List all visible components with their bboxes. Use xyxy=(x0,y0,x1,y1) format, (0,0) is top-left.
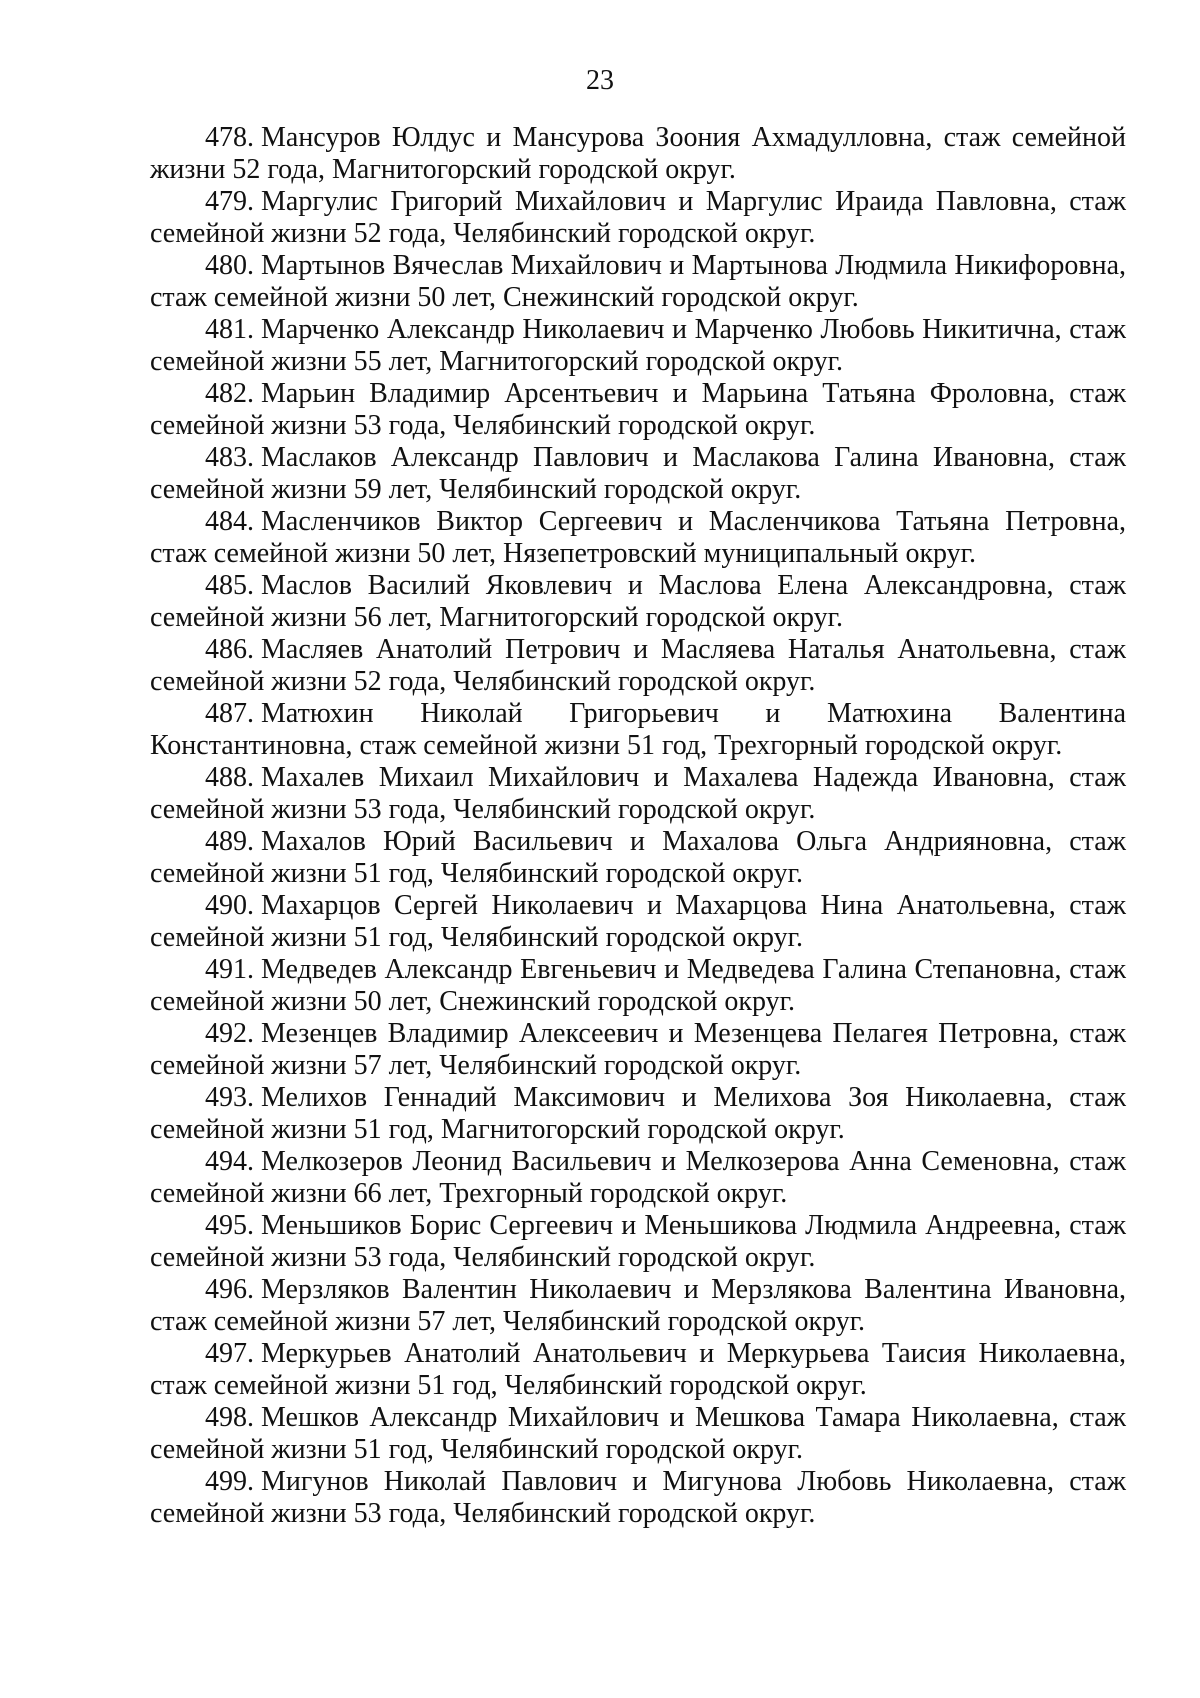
list-item xyxy=(150,506,1126,570)
item-number: 495. xyxy=(205,1210,254,1241)
list-item xyxy=(150,314,1126,378)
item-text: Мигунов Николай Павлович и Мигунова Любовь Николаевна, стаж семейной жизни 53 года, Челябинский городской округ. xyxy=(150,1466,1126,1529)
list-item xyxy=(150,1210,1126,1274)
item-text: Мелихов Геннадий Максимович и Мелихова Зоя Николаевна, стаж семейной жизни 51 год, Магнитогорский городской округ. xyxy=(150,1082,1126,1145)
item-text: Махалов Юрий Васильевич и Махалова Ольга Андрияновна, стаж семейной жизни 51 год, Челябинский городской округ. xyxy=(150,826,1126,889)
item-number: 497. xyxy=(205,1338,254,1369)
item-number: 487. xyxy=(205,698,254,729)
item-text: Мелкозеров Леонид Васильевич и Мелкозерова Анна Семеновна, стаж семейной жизни 66 лет, Трехгорный городской округ. xyxy=(150,1146,1126,1209)
item-number: 488. xyxy=(205,762,254,793)
item-text: Матюхин Николай Григорьевич и Матюхина Валентина Константиновна, стаж семейной жизни 51 год, Трехгорный городской округ. xyxy=(150,698,1126,761)
list-item xyxy=(150,378,1126,442)
item-number: 491. xyxy=(205,954,254,985)
item-text: Марченко Александр Николаевич и Марченко Любовь Никитична, стаж семейной жизни 55 лет, Магнитогорский городской округ. xyxy=(150,314,1126,377)
list-item xyxy=(150,1146,1126,1210)
list-item xyxy=(150,122,1126,186)
item-text: Маслаков Александр Павлович и Маслакова Галина Ивановна, стаж семейной жизни 59 лет, Челябинский городской округ. xyxy=(150,442,1126,505)
item-text: Махарцов Сергей Николаевич и Махарцова Нина Анатольевна, стаж семейной жизни 51 год, Челябинский городской округ. xyxy=(150,890,1126,953)
list-item xyxy=(150,1338,1126,1402)
item-text: Мартынов Вячеслав Михайлович и Мартынова Людмила Никифоровна, стаж семейной жизни 50 лет, Снежинский городской округ. xyxy=(150,250,1126,313)
item-text: Махалев Михаил Михайлович и Махалева Надежда Ивановна, стаж семейной жизни 53 года, Челябинский городской округ. xyxy=(150,762,1126,825)
list-item xyxy=(150,1018,1126,1082)
item-number: 493. xyxy=(205,1082,254,1113)
list-item xyxy=(150,890,1126,954)
item-text: Мансуров Юлдус и Мансурова Зоония Ахмадулловна, стаж семейной жизни 52 года, Магнитогорский городской округ. xyxy=(150,122,1126,185)
item-text: Меньшиков Борис Сергеевич и Меньшикова Людмила Андреевна, стаж семейной жизни 53 года, Челябинский городской округ. xyxy=(150,1210,1126,1273)
item-text: Масленчиков Виктор Сергеевич и Масленчикова Татьяна Петровна, стаж семейной жизни 50 лет, Нязепетровский муниципальный округ. xyxy=(150,506,1126,569)
list-item xyxy=(150,954,1126,1018)
list-item xyxy=(150,442,1126,506)
list-item xyxy=(150,634,1126,698)
item-number: 490. xyxy=(205,890,254,921)
item-text: Мерзляков Валентин Николаевич и Мерзлякова Валентина Ивановна, стаж семейной жизни 57 лет, Челябинский городской округ. xyxy=(150,1274,1126,1337)
page-number: 23 xyxy=(586,65,614,96)
item-number: 479. xyxy=(205,186,254,217)
item-text: Масляев Анатолий Петрович и Масляева Наталья Анатольевна, стаж семейной жизни 52 года, Челябинский городской округ. xyxy=(150,634,1126,697)
item-number: 478. xyxy=(205,122,254,153)
item-number: 496. xyxy=(205,1274,254,1305)
award-list xyxy=(150,122,1126,1530)
item-number: 486. xyxy=(205,634,254,665)
item-number: 482. xyxy=(205,378,254,409)
item-number: 494. xyxy=(205,1146,254,1177)
list-item xyxy=(150,570,1126,634)
list-item xyxy=(150,826,1126,890)
item-number: 499. xyxy=(205,1466,254,1497)
item-text: Маргулис Григорий Михайлович и Маргулис Ираида Павловна, стаж семейной жизни 52 года, Челябинский городской округ. xyxy=(150,186,1126,249)
item-text: Меркурьев Анатолий Анатольевич и Меркурьева Таисия Николаевна, стаж семейной жизни 51 год, Челябинский городской округ. xyxy=(150,1338,1126,1401)
list-item xyxy=(150,186,1126,250)
item-number: 484. xyxy=(205,506,254,537)
item-number: 483. xyxy=(205,442,254,473)
item-text: Мешков Александр Михайлович и Мешкова Тамара Николаевна, стаж семейной жизни 51 год, Челябинский городской округ. xyxy=(150,1402,1126,1465)
list-item xyxy=(150,1274,1126,1338)
list-item xyxy=(150,1082,1126,1146)
list-item xyxy=(150,698,1126,762)
item-text: Маслов Василий Яковлевич и Маслова Елена Александровна, стаж семейной жизни 56 лет, Магнитогорский городской округ. xyxy=(150,570,1126,633)
list-item xyxy=(150,762,1126,826)
item-number: 481. xyxy=(205,314,254,345)
item-number: 485. xyxy=(205,570,254,601)
item-number: 480. xyxy=(205,250,254,281)
item-number: 498. xyxy=(205,1402,254,1433)
item-text: Медведев Александр Евгеньевич и Медведева Галина Степановна, стаж семейной жизни 50 лет, Снежинский городской округ. xyxy=(150,954,1126,1017)
list-item xyxy=(150,1402,1126,1466)
item-number: 489. xyxy=(205,826,254,857)
list-item xyxy=(150,250,1126,314)
item-text: Марьин Владимир Арсентьевич и Марьина Татьяна Фроловна, стаж семейной жизни 53 года, Челябинский городской округ. xyxy=(150,378,1126,441)
item-text: Мезенцев Владимир Алексеевич и Мезенцева Пелагея Петровна, стаж семейной жизни 57 лет, Челябинский городской округ. xyxy=(150,1018,1126,1081)
item-number: 492. xyxy=(205,1018,254,1049)
list-item xyxy=(150,1466,1126,1530)
